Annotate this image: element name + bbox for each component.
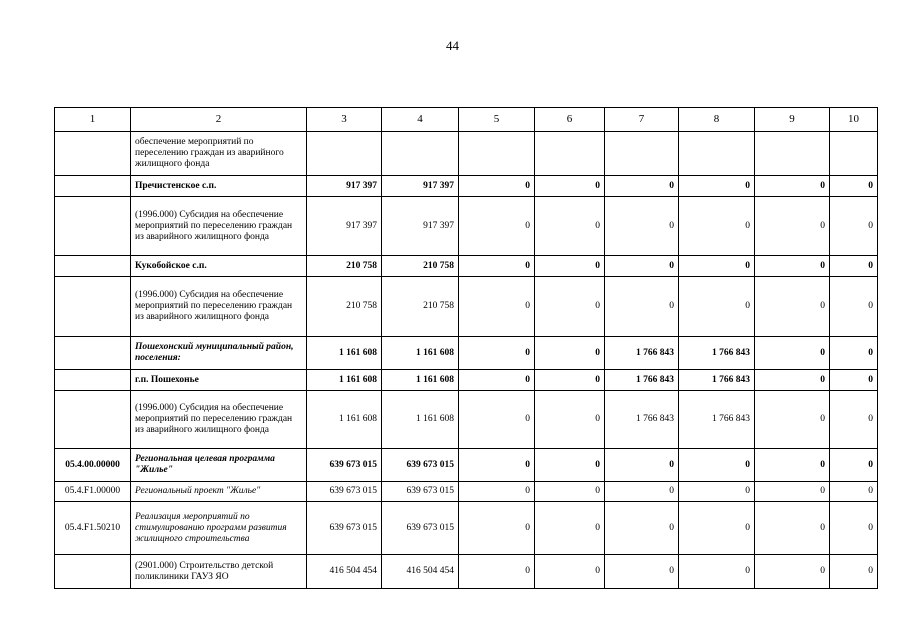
row-value-col-6: 0: [535, 197, 605, 256]
table-row: [55, 256, 878, 277]
row-value-col-3: 210 758: [307, 277, 382, 337]
row-value-col-5: 0: [459, 391, 535, 449]
row-value-col-6: 0: [535, 176, 605, 197]
page-number: 44: [446, 38, 459, 53]
table-row: [55, 277, 878, 337]
row-value-col-7: 0: [605, 197, 679, 256]
row-value-col-9: 0: [755, 176, 830, 197]
row-description: Пошехонский муниципальный район, поселения:: [131, 337, 307, 370]
table-row: [55, 391, 878, 449]
row-value-col-10: 0: [830, 502, 878, 555]
row-value-col-9: 0: [755, 256, 830, 277]
row-code: [55, 132, 131, 176]
row-value-col-4: [382, 132, 459, 176]
row-value-col-6: 0: [535, 555, 605, 589]
row-value-col-7: 0: [605, 482, 679, 502]
row-description: Кукобойское с.п.: [131, 256, 307, 277]
row-description: Реализация мероприятий по стимулированию программ развития жилищного строительства: [131, 502, 307, 555]
row-value-col-10: 0: [830, 337, 878, 370]
row-value-col-5: 0: [459, 337, 535, 370]
table-row: [55, 502, 878, 555]
row-value-col-5: 0: [459, 370, 535, 391]
row-value-col-5: [459, 132, 535, 176]
row-description: Пречистенское с.п.: [131, 176, 307, 197]
table-body: [55, 108, 878, 589]
row-value-col-10: 0: [830, 277, 878, 337]
row-description: обеспечение мероприятий по переселению граждан из аварийного жилищного фонда: [131, 132, 307, 176]
row-description: (1996.000) Субсидия на обеспечение мероприятий по переселению граждан из аварийного жилищного фонда: [131, 197, 307, 256]
row-value-col-3: 639 673 015: [307, 502, 382, 555]
row-value-col-9: 0: [755, 482, 830, 502]
table-row: [55, 370, 878, 391]
row-value-col-3: 639 673 015: [307, 482, 382, 502]
table-row: [55, 449, 878, 482]
row-value-col-8: 0: [679, 482, 755, 502]
row-value-col-9: 0: [755, 502, 830, 555]
row-description: г.п. Пошехонье: [131, 370, 307, 391]
column-header: 8: [679, 108, 755, 132]
row-value-col-6: 0: [535, 449, 605, 482]
column-header: 2: [131, 108, 307, 132]
row-value-col-7: 1 766 843: [605, 337, 679, 370]
table-row: [55, 197, 878, 256]
row-value-col-3: 1 161 608: [307, 391, 382, 449]
column-header: 6: [535, 108, 605, 132]
row-value-col-4: 639 673 015: [382, 502, 459, 555]
row-value-col-7: 0: [605, 502, 679, 555]
column-header: 5: [459, 108, 535, 132]
row-value-col-10: 0: [830, 256, 878, 277]
row-value-col-6: 0: [535, 277, 605, 337]
row-value-col-5: 0: [459, 555, 535, 589]
row-value-col-6: 0: [535, 337, 605, 370]
row-code: [55, 176, 131, 197]
row-value-col-4: 1 161 608: [382, 391, 459, 449]
row-code: [55, 197, 131, 256]
row-value-col-6: [535, 132, 605, 176]
row-code: [55, 277, 131, 337]
row-code: [55, 256, 131, 277]
row-value-col-3: 917 397: [307, 197, 382, 256]
row-value-col-3: 639 673 015: [307, 449, 382, 482]
row-value-col-3: 917 397: [307, 176, 382, 197]
row-code: 05.4.00.00000: [55, 449, 131, 482]
row-value-col-10: 0: [830, 176, 878, 197]
row-description: (1996.000) Субсидия на обеспечение мероприятий по переселению граждан из аварийного жилищного фонда: [131, 277, 307, 337]
row-value-col-9: 0: [755, 449, 830, 482]
row-value-col-8: 0: [679, 277, 755, 337]
table-row: [55, 555, 878, 589]
row-description: (1996.000) Субсидия на обеспечение мероприятий по переселению граждан из аварийного жилищного фонда: [131, 391, 307, 449]
row-value-col-10: 0: [830, 370, 878, 391]
row-value-col-9: 0: [755, 197, 830, 256]
row-value-col-6: 0: [535, 482, 605, 502]
column-header: 9: [755, 108, 830, 132]
table-row: [55, 132, 878, 176]
row-value-col-6: 0: [535, 370, 605, 391]
row-value-col-10: 0: [830, 391, 878, 449]
row-value-col-6: 0: [535, 502, 605, 555]
row-value-col-7: 0: [605, 449, 679, 482]
row-value-col-10: 0: [830, 449, 878, 482]
row-value-col-7: [605, 132, 679, 176]
row-value-col-9: [755, 132, 830, 176]
table-row: [55, 482, 878, 502]
row-value-col-3: [307, 132, 382, 176]
row-value-col-3: 1 161 608: [307, 337, 382, 370]
row-value-col-8: [679, 132, 755, 176]
row-code: [55, 555, 131, 589]
row-description: Региональный проект "Жилье": [131, 482, 307, 502]
row-value-col-8: 1 766 843: [679, 370, 755, 391]
row-value-col-5: 0: [459, 449, 535, 482]
row-description: Региональная целевая программа "Жилье": [131, 449, 307, 482]
budget-table: [54, 107, 878, 589]
row-value-col-8: 1 766 843: [679, 391, 755, 449]
column-header: 7: [605, 108, 679, 132]
row-value-col-5: 0: [459, 197, 535, 256]
row-value-col-5: 0: [459, 277, 535, 337]
row-value-col-5: 0: [459, 482, 535, 502]
row-value-col-9: 0: [755, 391, 830, 449]
row-value-col-4: 917 397: [382, 176, 459, 197]
row-value-col-7: 0: [605, 277, 679, 337]
row-value-col-4: 639 673 015: [382, 482, 459, 502]
row-value-col-3: 1 161 608: [307, 370, 382, 391]
row-value-col-9: 0: [755, 337, 830, 370]
column-header: 10: [830, 108, 878, 132]
row-code: [55, 370, 131, 391]
row-value-col-7: 1 766 843: [605, 391, 679, 449]
row-value-col-7: 1 766 843: [605, 370, 679, 391]
column-header: 4: [382, 108, 459, 132]
row-value-col-10: 0: [830, 555, 878, 589]
row-code: 05.4.F1.50210: [55, 502, 131, 555]
column-header: 1: [55, 108, 131, 132]
row-value-col-8: 0: [679, 555, 755, 589]
row-value-col-8: 0: [679, 502, 755, 555]
row-value-col-4: 639 673 015: [382, 449, 459, 482]
row-value-col-4: 416 504 454: [382, 555, 459, 589]
row-value-col-8: 0: [679, 256, 755, 277]
row-value-col-8: 0: [679, 176, 755, 197]
row-value-col-3: 210 758: [307, 256, 382, 277]
row-value-col-6: 0: [535, 256, 605, 277]
row-value-col-9: 0: [755, 277, 830, 337]
row-value-col-10: [830, 132, 878, 176]
row-code: 05.4.F1.00000: [55, 482, 131, 502]
column-header: 3: [307, 108, 382, 132]
row-value-col-5: 0: [459, 256, 535, 277]
table-row: [55, 176, 878, 197]
row-value-col-10: 0: [830, 197, 878, 256]
row-value-col-8: 0: [679, 449, 755, 482]
row-value-col-7: 0: [605, 256, 679, 277]
row-description: (2901.000) Строительство детской поликлиники ГАУЗ ЯО: [131, 555, 307, 589]
row-code: [55, 391, 131, 449]
row-value-col-9: 0: [755, 555, 830, 589]
column-header-row: [55, 108, 878, 132]
row-value-col-3: 416 504 454: [307, 555, 382, 589]
row-value-col-7: 0: [605, 176, 679, 197]
table-row: [55, 337, 878, 370]
row-value-col-9: 0: [755, 370, 830, 391]
row-value-col-10: 0: [830, 482, 878, 502]
row-value-col-4: 210 758: [382, 277, 459, 337]
row-value-col-4: 210 758: [382, 256, 459, 277]
row-value-col-8: 1 766 843: [679, 337, 755, 370]
row-value-col-4: 1 161 608: [382, 370, 459, 391]
row-value-col-4: 1 161 608: [382, 337, 459, 370]
row-value-col-7: 0: [605, 555, 679, 589]
row-value-col-5: 0: [459, 502, 535, 555]
row-value-col-8: 0: [679, 197, 755, 256]
row-code: [55, 337, 131, 370]
row-value-col-5: 0: [459, 176, 535, 197]
row-value-col-6: 0: [535, 391, 605, 449]
row-value-col-4: 917 397: [382, 197, 459, 256]
